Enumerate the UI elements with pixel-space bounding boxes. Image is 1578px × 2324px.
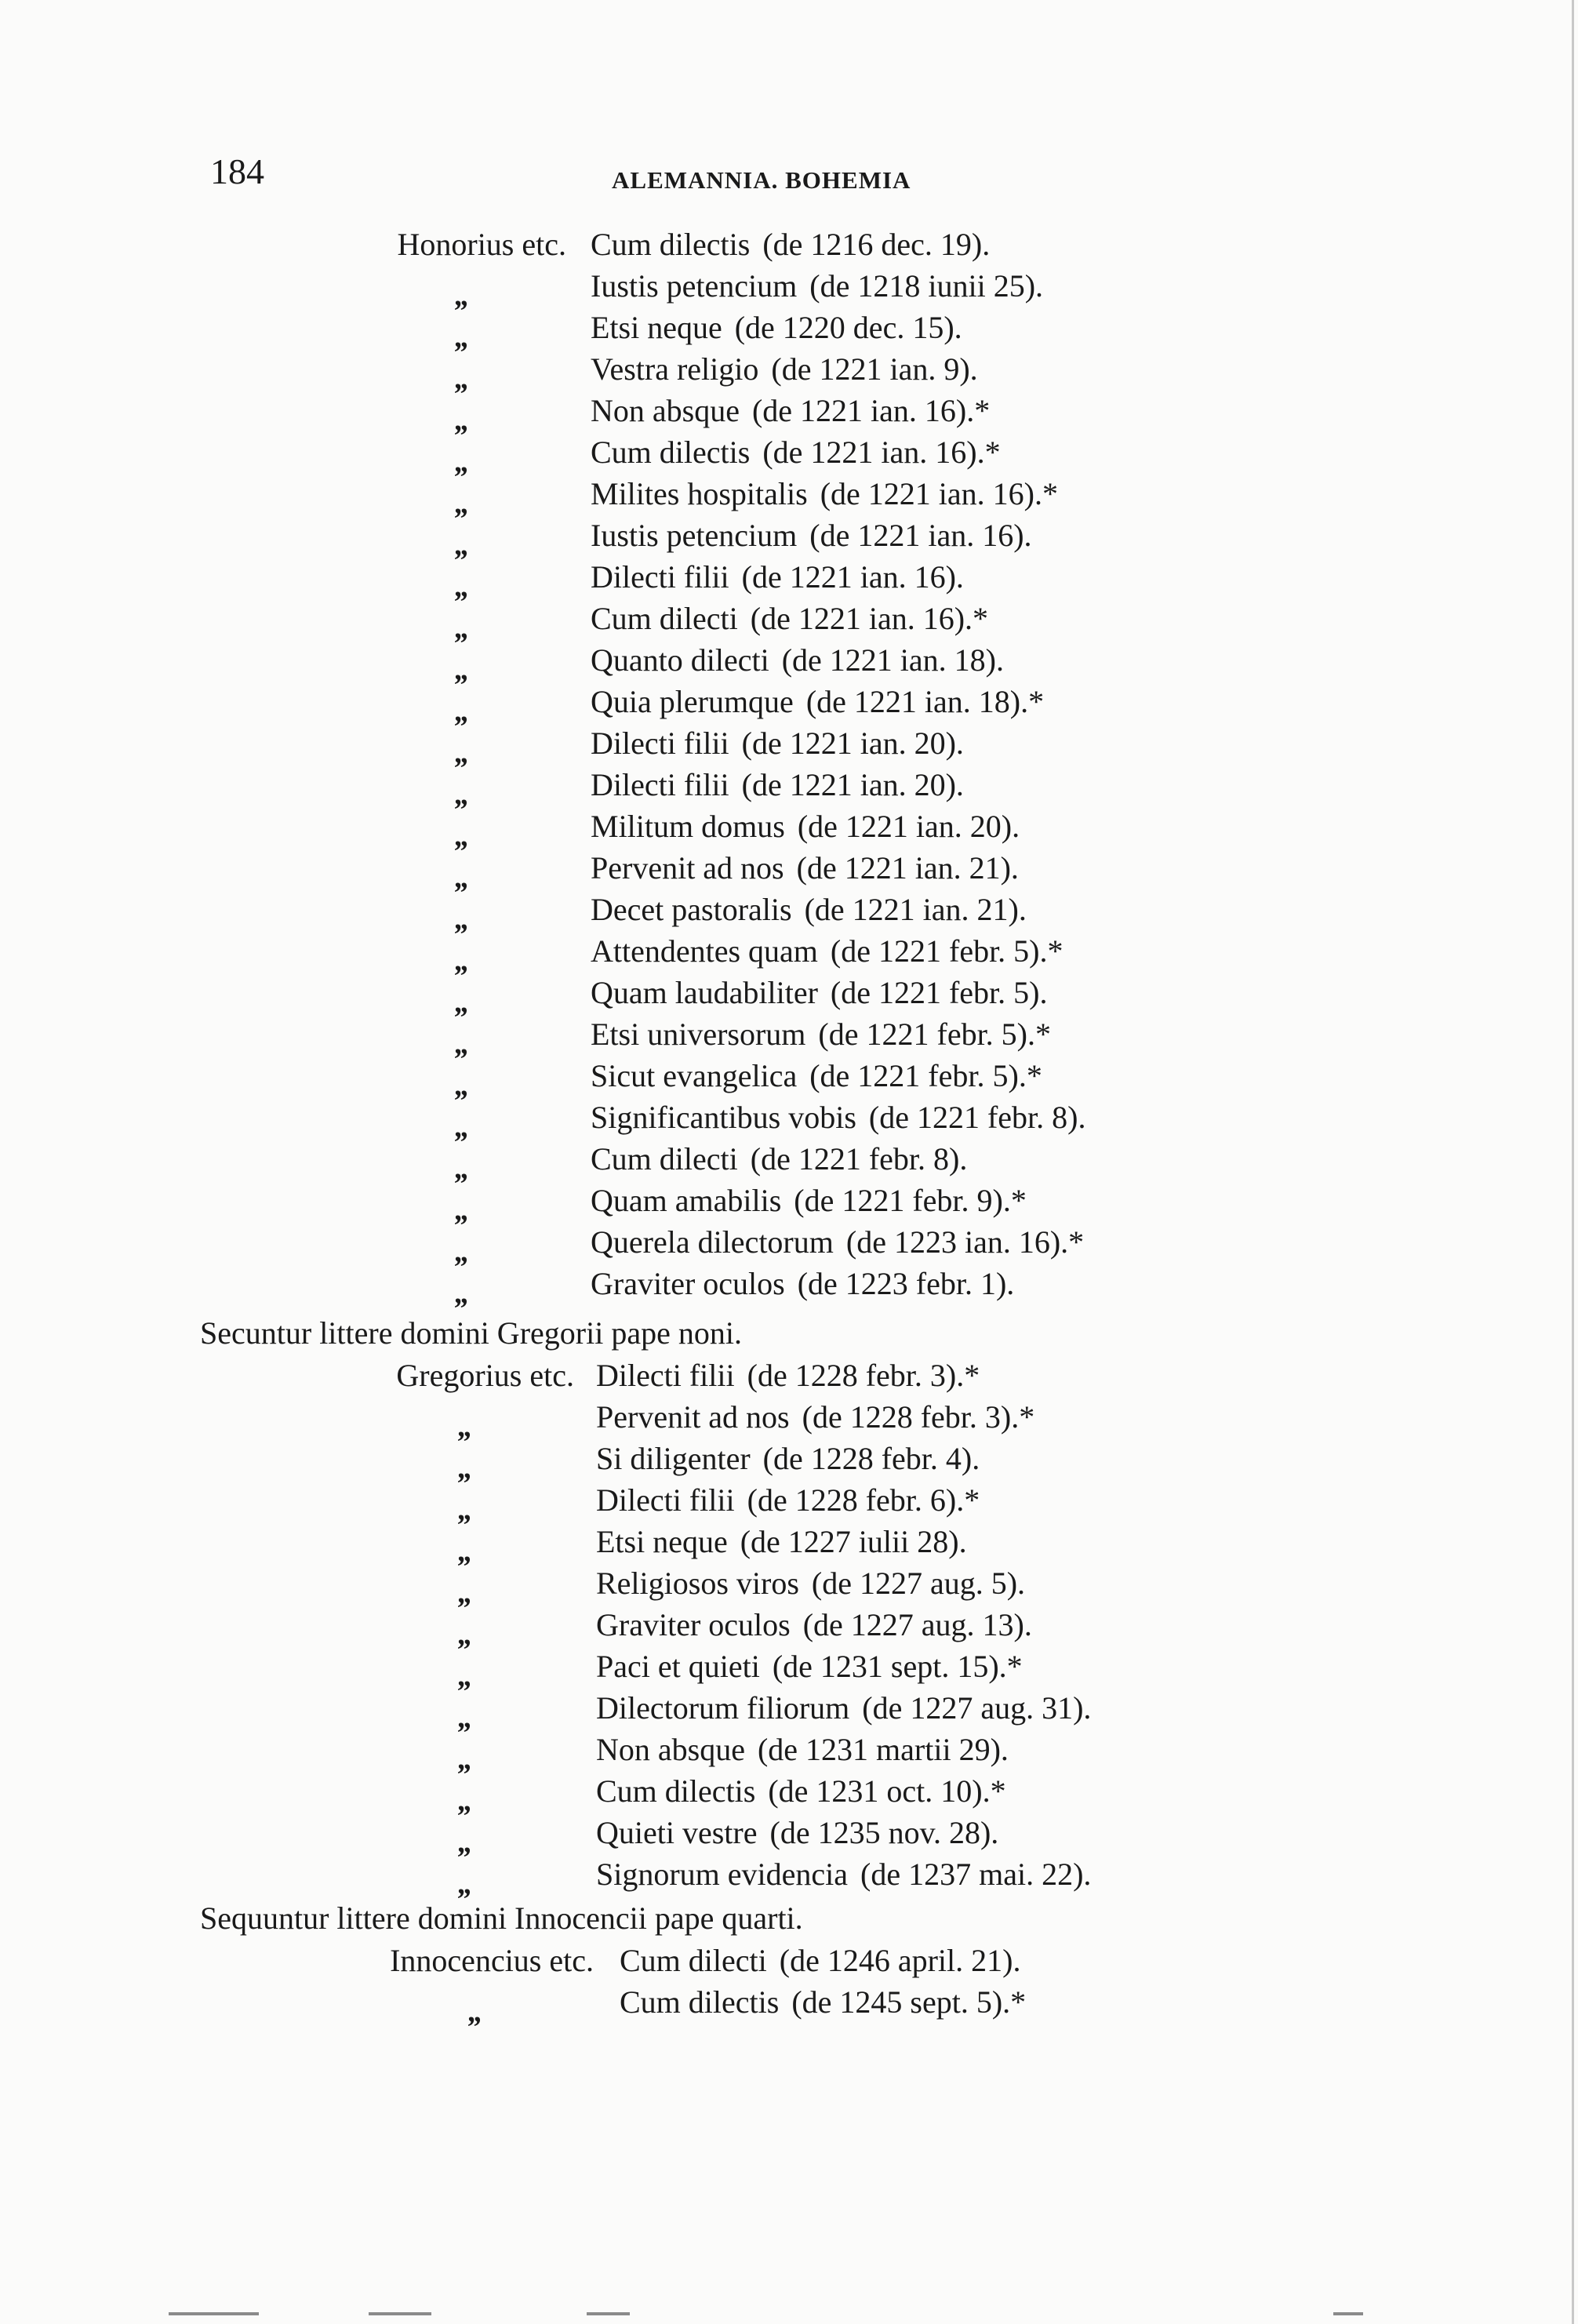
letter-title: Signorum evidencia xyxy=(596,1857,849,1892)
letter-entry xyxy=(0,1265,1578,1310)
letter-incipit xyxy=(591,1140,967,1177)
letter-title: Cum dilecti xyxy=(591,1141,738,1177)
letter-date: (de 1228 febr. 4). xyxy=(762,1441,980,1476)
letter-incipit xyxy=(591,1099,1085,1136)
letter-title: Milites hospitalis xyxy=(591,476,808,511)
letter-entry xyxy=(0,1942,1578,1984)
letter-title: Quia plerumque xyxy=(591,684,794,719)
ditto-mark: „ xyxy=(458,1535,473,1568)
letter-title: Cum dilecti xyxy=(620,1943,767,1978)
letter-incipit xyxy=(591,309,962,346)
page-number: 184 xyxy=(210,151,264,191)
ditto-mark: „ xyxy=(455,529,470,562)
letter-incipit xyxy=(591,600,988,637)
letter-title: Cum dilecti xyxy=(591,601,738,636)
letter-date: (de 1221 febr. 9).* xyxy=(794,1183,1027,1218)
ditto-mark: „ xyxy=(455,446,470,478)
section-heading-gregorius: Secuntur littere domini Gregorii pape noni. xyxy=(200,1315,742,1351)
letter-incipit xyxy=(591,517,1032,554)
letter-date: (de 1221 ian. 21). xyxy=(796,850,1019,886)
letter-date: (de 1221 febr. 5).* xyxy=(809,1058,1042,1093)
letter-incipit xyxy=(596,1398,1034,1435)
letter-date: (de 1221 ian. 16).* xyxy=(751,393,991,428)
letter-entry xyxy=(0,766,1578,811)
ditto-mark: „ xyxy=(458,1410,473,1443)
ditto-mark: „ xyxy=(455,570,470,603)
letter-title: Non absque xyxy=(591,393,740,428)
letter-date: (de 1235 nov. 28). xyxy=(769,1815,999,1850)
letter-title: Paci et quieti xyxy=(596,1649,760,1684)
letter-entry xyxy=(0,891,1578,936)
letter-title: Quanto dilecti xyxy=(591,642,769,678)
letter-incipit xyxy=(591,683,1044,720)
letter-entry xyxy=(0,1140,1578,1185)
ditto-mark: „ xyxy=(458,1701,473,1734)
section-honorius xyxy=(0,226,1578,1310)
letter-date: (de 1227 aug. 5). xyxy=(811,1566,1026,1601)
letter-title: Si diligenter xyxy=(596,1441,751,1476)
letter-title: Dilecti filii xyxy=(591,767,729,802)
letter-date: (de 1237 mai. 22). xyxy=(860,1857,1092,1892)
letter-title: Quam amabilis xyxy=(591,1183,782,1218)
ditto-mark: „ xyxy=(455,1194,470,1227)
letter-entry xyxy=(0,1357,1578,1398)
letter-incipit xyxy=(591,1016,1051,1053)
ditto-mark: „ xyxy=(455,279,470,312)
letter-incipit xyxy=(596,1773,1006,1809)
letter-entry xyxy=(0,1731,1578,1776)
ditto-mark: „ xyxy=(455,820,470,853)
page-edge xyxy=(1572,0,1574,2324)
running-head: ALEMANNIA. BOHEMIA xyxy=(612,166,911,194)
letter-entry xyxy=(0,1984,1578,2028)
letter-incipit xyxy=(596,1731,1009,1768)
letter-title: Etsi neque xyxy=(596,1524,728,1559)
letter-date: (de 1245 sept. 5).* xyxy=(791,1984,1027,2020)
letter-incipit xyxy=(591,766,964,803)
ditto-mark: „ xyxy=(458,1452,473,1485)
letter-incipit xyxy=(596,1565,1025,1602)
section-gregorius xyxy=(0,1357,1578,1900)
letter-entry xyxy=(0,933,1578,977)
letter-title: Quieti vestre xyxy=(596,1815,758,1850)
ditto-mark: „ xyxy=(455,1235,470,1268)
letter-entry xyxy=(0,351,1578,395)
ditto-mark: „ xyxy=(458,1493,473,1526)
letter-incipit xyxy=(591,974,1048,1011)
ditto-mark: „ xyxy=(455,362,470,395)
letter-entry xyxy=(0,808,1578,853)
ditto-mark: „ xyxy=(458,1784,473,1817)
letter-title: Cum dilectis xyxy=(620,1984,780,2020)
letter-entry xyxy=(0,392,1578,437)
letter-title: Iustis petencium xyxy=(591,268,798,304)
section-innocencius xyxy=(0,1942,1578,2028)
ditto-mark: „ xyxy=(458,1660,473,1693)
letter-date: (de 1221 febr. 5). xyxy=(830,975,1048,1010)
letter-incipit xyxy=(591,1182,1027,1219)
letter-incipit xyxy=(596,1606,1032,1643)
letter-date: (de 1221 ian. 21). xyxy=(804,892,1027,927)
ditto-mark: „ xyxy=(455,487,470,520)
letter-incipit xyxy=(620,1942,1020,1979)
letter-title: Querela dilectorum xyxy=(591,1224,834,1260)
ditto-mark: „ xyxy=(455,612,470,645)
letter-title: Cum dilectis xyxy=(591,435,751,470)
ditto-mark: „ xyxy=(455,903,470,936)
letter-entry xyxy=(0,1016,1578,1060)
letter-entry xyxy=(0,1648,1578,1693)
letter-date: (de 1221 ian. 16).* xyxy=(820,476,1058,511)
ditto-mark: „ xyxy=(455,1027,470,1060)
footer-rule xyxy=(1333,2312,1363,2315)
letter-title: Quam laudabiliter xyxy=(591,975,818,1010)
letter-entry xyxy=(0,1398,1578,1443)
letter-title: Significantibus vobis xyxy=(591,1100,856,1135)
letter-date: (de 1228 febr. 3).* xyxy=(747,1358,980,1393)
ditto-mark: „ xyxy=(458,1577,473,1609)
letter-entry xyxy=(0,226,1578,267)
letter-date: (de 1227 aug. 13). xyxy=(802,1607,1032,1642)
letter-entry xyxy=(0,1482,1578,1526)
letter-entry xyxy=(0,1773,1578,1817)
letter-title: Cum dilectis xyxy=(596,1773,756,1809)
ditto-mark: „ xyxy=(455,1069,470,1102)
ditto-mark: „ xyxy=(458,1826,473,1859)
letter-date: (de 1231 sept. 15).* xyxy=(772,1649,1023,1684)
letter-entry xyxy=(0,600,1578,645)
letter-title: Dilecti filii xyxy=(591,559,729,595)
letter-entry xyxy=(0,1856,1578,1900)
letter-title: Etsi neque xyxy=(591,310,722,345)
letter-incipit xyxy=(591,1265,1014,1302)
letter-incipit xyxy=(591,558,964,595)
letter-incipit xyxy=(596,1482,980,1518)
letter-date: (de 1221 febr. 5).* xyxy=(830,933,1064,969)
letter-incipit xyxy=(620,1984,1026,2020)
letter-incipit xyxy=(591,475,1058,512)
letter-entry xyxy=(0,1689,1578,1734)
letter-date: (de 1221 febr. 5).* xyxy=(818,1017,1052,1052)
letter-date: (de 1231 martii 29). xyxy=(757,1732,1009,1767)
letter-date: (de 1221 ian. 16).* xyxy=(750,601,989,636)
letter-date: (de 1221 ian. 20). xyxy=(797,809,1020,844)
letter-date: (de 1216 dec. 19). xyxy=(762,227,991,262)
footer-rule xyxy=(369,2312,431,2315)
letter-incipit xyxy=(591,725,964,762)
letter-date: (de 1221 ian. 20). xyxy=(741,767,964,802)
letter-date: (de 1218 iunii 25). xyxy=(809,268,1044,304)
letter-title: Dilecti filii xyxy=(596,1358,735,1393)
letter-entry xyxy=(0,683,1578,728)
letter-incipit xyxy=(596,1689,1091,1726)
letter-date: (de 1221 ian. 16). xyxy=(741,559,964,595)
letter-date: (de 1221 ian. 18).* xyxy=(805,684,1045,719)
ditto-mark: „ xyxy=(455,321,470,354)
letter-date: (de 1231 oct. 10).* xyxy=(768,1773,1006,1809)
letter-title: Sicut evangelica xyxy=(591,1058,798,1093)
letter-date: (de 1227 aug. 31). xyxy=(862,1690,1092,1726)
ditto-mark: „ xyxy=(468,1995,483,2028)
letter-entry xyxy=(0,1057,1578,1102)
letter-date: (de 1223 ian. 16).* xyxy=(845,1224,1085,1260)
letter-entry xyxy=(0,558,1578,603)
letter-incipit xyxy=(591,849,1019,886)
letter-date: (de 1221 ian. 9). xyxy=(771,351,978,387)
letter-date: (de 1221 ian. 18). xyxy=(781,642,1004,678)
ditto-mark: „ xyxy=(455,778,470,811)
letter-incipit xyxy=(591,891,1027,928)
letter-date: (de 1221 ian. 16). xyxy=(809,518,1032,553)
letter-title: Attendentes quam xyxy=(591,933,818,969)
ditto-mark: „ xyxy=(455,1277,470,1310)
letter-entry xyxy=(0,974,1578,1019)
letter-date: (de 1221 febr. 8). xyxy=(750,1141,968,1177)
letter-date: (de 1221 febr. 8). xyxy=(868,1100,1086,1135)
letter-entry xyxy=(0,434,1578,478)
pope-name: Gregorius etc. xyxy=(396,1358,574,1393)
ditto-mark: „ xyxy=(455,695,470,728)
letter-entry xyxy=(0,1565,1578,1609)
ditto-mark: „ xyxy=(455,1111,470,1144)
letter-entry xyxy=(0,1099,1578,1144)
letter-entry xyxy=(0,849,1578,894)
letter-incipit xyxy=(596,1440,980,1477)
letter-incipit xyxy=(596,1856,1091,1893)
ditto-mark: „ xyxy=(455,1152,470,1185)
letter-entry xyxy=(0,1523,1578,1568)
section-heading-innocencius: Sequuntur littere domini Innocencii pape quarti. xyxy=(200,1900,803,1936)
letter-incipit xyxy=(591,1057,1042,1094)
letter-title: Decet pastoralis xyxy=(591,892,792,927)
letter-title: Cum dilectis xyxy=(591,227,751,262)
letter-entry xyxy=(0,1606,1578,1651)
letter-incipit xyxy=(591,434,1001,471)
letter-entry xyxy=(0,1224,1578,1268)
letter-incipit xyxy=(591,642,1004,678)
letter-incipit xyxy=(591,933,1064,969)
letter-incipit xyxy=(591,392,990,429)
letter-title: Iustis petencium xyxy=(591,518,798,553)
letter-entry xyxy=(0,517,1578,562)
letter-title: Dilecti filii xyxy=(596,1482,735,1518)
letter-incipit xyxy=(591,267,1043,304)
ditto-mark: „ xyxy=(455,404,470,437)
letter-incipit xyxy=(596,1357,980,1394)
letter-date: (de 1246 april. 21). xyxy=(779,1943,1021,1978)
letter-date: (de 1228 febr. 6).* xyxy=(747,1482,980,1518)
ditto-mark: „ xyxy=(458,1868,473,1900)
letter-title: Etsi universorum xyxy=(591,1017,806,1052)
letter-title: Graviter oculos xyxy=(591,1266,785,1301)
letter-entry xyxy=(0,475,1578,520)
letter-title: Dilectorum filiorum xyxy=(596,1690,850,1726)
letter-entry xyxy=(0,725,1578,769)
letter-title: Militum domus xyxy=(591,809,785,844)
letter-incipit xyxy=(591,226,990,263)
letter-entry xyxy=(0,1440,1578,1485)
letter-date: (de 1228 febr. 3).* xyxy=(802,1399,1035,1435)
letter-incipit xyxy=(591,808,1020,845)
letter-title: Vestra religio xyxy=(591,351,759,387)
letter-date: (de 1220 dec. 15). xyxy=(734,310,962,345)
letter-entry xyxy=(0,1182,1578,1227)
letter-date: (de 1221 ian. 20). xyxy=(741,726,964,761)
ditto-mark: „ xyxy=(455,986,470,1019)
footer-rule xyxy=(587,2312,630,2315)
letter-date: (de 1227 iulii 28). xyxy=(740,1524,967,1559)
letter-entry xyxy=(0,642,1578,686)
letter-entry xyxy=(0,309,1578,354)
letter-incipit xyxy=(596,1648,1023,1685)
letter-incipit xyxy=(596,1523,967,1560)
ditto-mark: „ xyxy=(455,861,470,894)
pope-name: Honorius etc. xyxy=(397,227,566,262)
letter-title: Pervenit ad nos xyxy=(596,1399,790,1435)
letter-title: Dilecti filii xyxy=(591,726,729,761)
letter-incipit xyxy=(591,1224,1084,1260)
letter-incipit xyxy=(591,351,978,387)
footer-rule xyxy=(169,2312,259,2315)
letter-title: Pervenit ad nos xyxy=(591,850,784,886)
pope-name: Innocencius etc. xyxy=(390,1943,594,1978)
letter-entry xyxy=(0,267,1578,312)
ditto-mark: „ xyxy=(455,944,470,977)
letter-title: Religiosos viros xyxy=(596,1566,799,1601)
letter-incipit xyxy=(596,1814,998,1851)
ditto-mark: „ xyxy=(455,736,470,769)
letter-date: (de 1221 ian. 16).* xyxy=(762,435,1001,470)
letter-title: Graviter oculos xyxy=(596,1607,791,1642)
letter-title: Non absque xyxy=(596,1732,745,1767)
ditto-mark: „ xyxy=(455,653,470,686)
ditto-mark: „ xyxy=(458,1743,473,1776)
letter-date: (de 1223 febr. 1). xyxy=(797,1266,1015,1301)
letter-entry xyxy=(0,1814,1578,1859)
ditto-mark: „ xyxy=(458,1618,473,1651)
